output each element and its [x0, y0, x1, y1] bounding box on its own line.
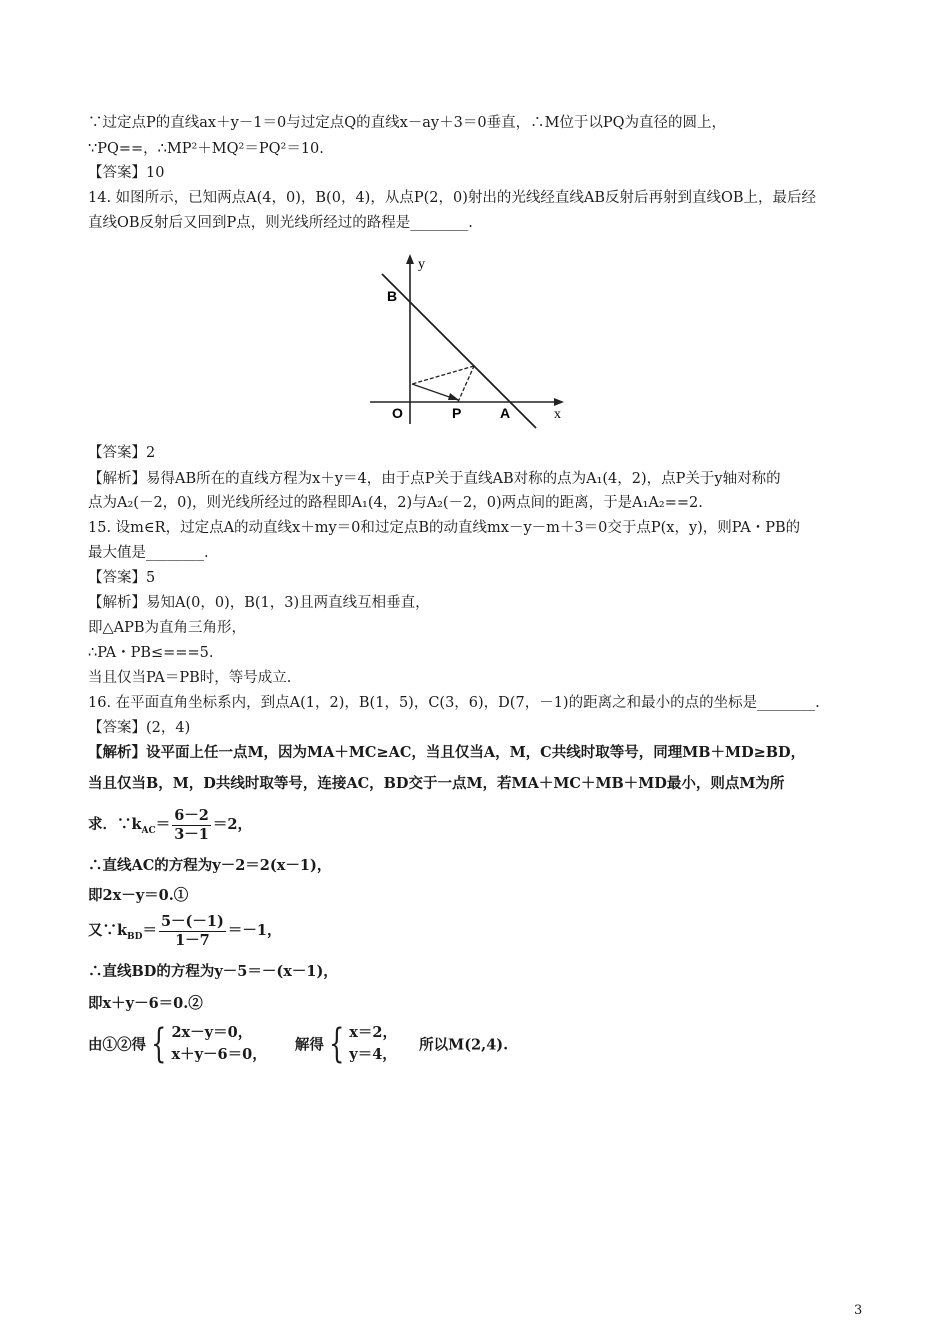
- analysis-line: 点为A₂(－2，0)，则光线所经过的路程即A₁(4，2)与A₂(－2，0)两点间的距离，于是A₁A₂==2.: [88, 495, 703, 511]
- text-line: ∵PQ==，∴MP²＋MQ²＝PQ²＝10.: [88, 141, 324, 157]
- analysis-line: ∴PA・PB≤===5.: [88, 645, 214, 661]
- analysis-line: 【解析】易知A(0，0)，B(1，3)且两直线互相垂直，: [88, 595, 430, 611]
- point-a-label: A: [500, 405, 511, 421]
- question-14-cont: 直线OB反射后又回到P点，则光线所经过的路程是________.: [88, 215, 473, 231]
- equation-system: 由①②得 { 2x－y＝0， x＋y－6＝0， 解得 { x＝2， y＝4， 所以M(2,4).: [88, 1021, 509, 1067]
- question-14: 14. 如图所示，已知两点A(4，0)，B(0，4)，从点P(2，0)射出的光线经直线AB反射后再射到直线OB上，最后经: [88, 190, 817, 206]
- analysis-line: 【解析】设平面上任一点M，因为MA＋MC≥AC，当且仅当A，M，C共线时取等号，同理MB＋MD≥BD，: [88, 744, 806, 761]
- analysis-line: 即△APB为直角三角形，: [88, 620, 247, 636]
- question-15-cont: 最大值是________.: [88, 545, 209, 561]
- answer-line: 【答案】5: [88, 570, 156, 586]
- analysis-line: ∴直线AC的方程为y－2＝2(x－1)，: [88, 857, 332, 874]
- y-label: y: [418, 257, 425, 272]
- analysis-line: ∴直线BD的方程为y－5＝－(x－1)，: [88, 963, 338, 980]
- ray-ab-to-ob: [412, 366, 474, 384]
- analysis-line: 当且仅当B，M，D共线时取等号，连接AC，BD交于一点M，若MA＋MC＋MB＋MD最小，则点M为所: [88, 775, 785, 792]
- ray-p-to-ab: [458, 366, 474, 402]
- x-label: x: [554, 407, 561, 422]
- analysis-line: 即x＋y－6＝0.②: [88, 995, 203, 1012]
- answer-line: 【答案】2: [88, 445, 156, 461]
- analysis-line: 当且仅当PA＝PB时，等号成立.: [88, 670, 292, 686]
- question-15: 15. 设m∈R，过定点A的动直线x＋my＝0和过定点B的动直线mx－y－m＋3＝0交于点P(x，y)，则PA・PB的: [88, 520, 801, 536]
- page-number: 3: [854, 1303, 863, 1318]
- ray-arrow: [448, 393, 459, 400]
- point-b-label: B: [387, 288, 398, 304]
- point-p-label: P: [452, 405, 462, 421]
- answer-line: 【答案】(2，4): [88, 720, 191, 736]
- y-axis-arrow: [406, 254, 414, 264]
- question-16: 16. 在平面直角坐标系内，到点A(1，2)，B(1，5)，C(3，6)，D(7，－1)的距离之和最小的点的坐标是________.: [88, 695, 820, 711]
- point-o-label: O: [392, 405, 403, 421]
- slope-bd-equation: 又$\because k_{BD}=$ $\frac{5-(-1)}{1-7}$ ＝－1，: [88, 912, 282, 949]
- analysis-line: 即2x－y＝0.①: [88, 887, 189, 904]
- text-line: ∵过定点P的直线ax＋y－1＝0与过定点Q的直线x－ay＋3＝0垂直，∴M位于以PQ为直径的圆上，: [88, 115, 727, 131]
- analysis-line: 【解析】易得AB所在的直线方程为x＋y＝4，由于点P关于直线AB对称的点为A₁(4，2)，点P关于y轴对称的: [88, 471, 781, 487]
- answer-line: 【答案】10: [88, 165, 165, 181]
- reflection-figure: [364, 252, 574, 432]
- x-axis-arrow: [554, 398, 564, 406]
- slope-ac-equation: 求．$\because k_{AC}=$ $\frac{6-2}{3-1}$ ＝2，: [88, 806, 252, 843]
